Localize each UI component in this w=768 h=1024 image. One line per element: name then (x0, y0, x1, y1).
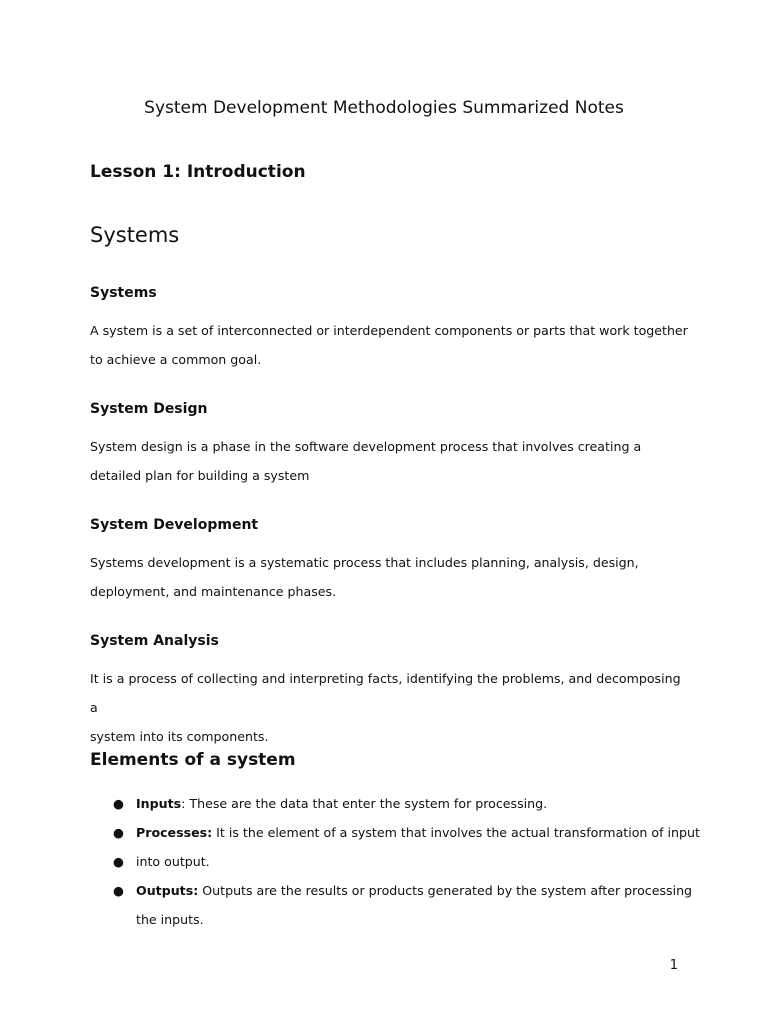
list-item-inputs (136, 796, 547, 811)
subsection-heading-system-development: System Development (90, 517, 259, 533)
list-item-continuation: the inputs. (136, 912, 204, 927)
paragraph-system-analysis (90, 664, 690, 751)
lesson-heading: Lesson 1: Introduction (90, 162, 306, 182)
list-item-processes (136, 825, 700, 840)
list-item-outputs (136, 883, 692, 898)
document-title: System Development Methodologies Summarized Notes (144, 98, 624, 118)
bullet-term: Inputs (136, 796, 182, 811)
paragraph-line: system into its components. (90, 729, 269, 744)
bullet-term: Processes: (136, 825, 213, 840)
bullet-text: Outputs are the results or products generated by the system after processing (198, 883, 693, 898)
subsection-heading-system-analysis: System Analysis (90, 633, 219, 649)
paragraph-line: deployment, and maintenance phases. (90, 584, 337, 599)
bullet-marker: ● (113, 825, 124, 840)
paragraph-system-design (90, 432, 690, 490)
bullet-text: It is the element of a system that involves the actual transformation of input (212, 825, 700, 840)
paragraph-systems (90, 316, 690, 374)
section-heading: Systems (90, 223, 180, 247)
paragraph-line: A system is a set of interconnected or interdependent components or parts that work together (90, 323, 688, 338)
bullet-marker: ● (113, 883, 124, 898)
bullet-marker: ● (113, 796, 124, 811)
paragraph-line: System design is a phase in the software development process that involves creating a (90, 439, 642, 454)
bullet-marker: ● (113, 854, 124, 869)
list-item-into-output (136, 854, 210, 869)
paragraph-line: to achieve a common goal. (90, 352, 262, 367)
paragraph-line: detailed plan for building a system (90, 468, 310, 483)
bullet-term: Outputs: (136, 883, 199, 898)
subsection-heading-system-design: System Design (90, 401, 208, 417)
paragraph-system-development (90, 548, 690, 606)
paragraph-line: It is a process of collecting and interpreting facts, identifying the problems, and decomposing a (90, 671, 681, 715)
bullet-text: into output. (136, 854, 210, 869)
paragraph-line: Systems development is a systematic process that includes planning, analysis, design, (90, 555, 639, 570)
bullet-text: : These are the data that enter the system for processing. (181, 796, 548, 811)
subsection-heading-systems: Systems (90, 285, 157, 301)
elements-heading: Elements of a system (90, 750, 296, 770)
page-number: 1 (669, 958, 678, 973)
